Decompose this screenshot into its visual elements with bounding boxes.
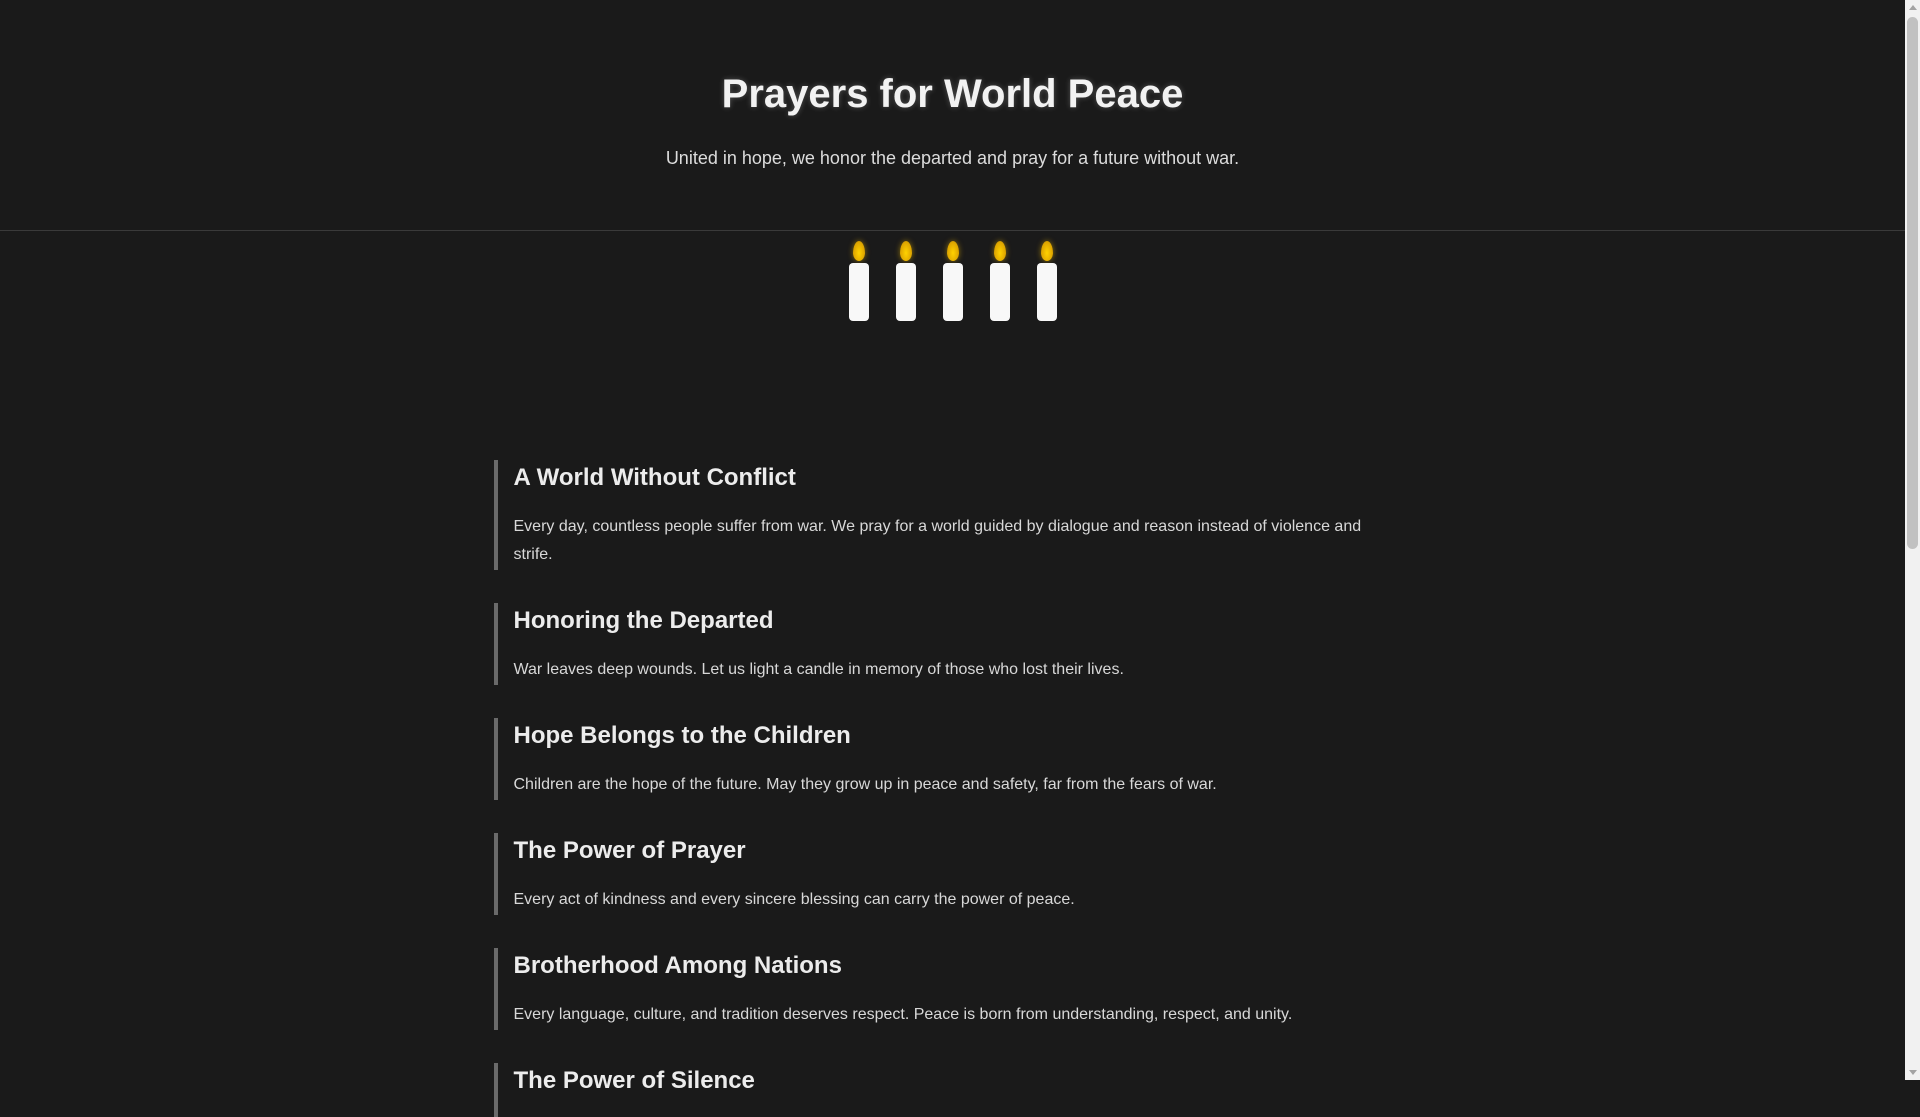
candle-wax: [1037, 263, 1057, 321]
prayer-card: [494, 1063, 1374, 1117]
candle-icon: [943, 241, 963, 333]
flame-icon: [994, 241, 1006, 261]
prayer-title: A World Without Conflict: [513, 464, 796, 491]
prayer-title: Hope Belongs to the Children: [513, 722, 851, 749]
prayer-text: Children are the hope of the future. May they grow up in peace and safety, far from the fears of war.: [513, 776, 1217, 793]
prayer-text: Every act of kindness and every sincere blessing can carry the power of peace.: [513, 891, 1075, 908]
prayer-text: Every language, culture, and tradition deserves respect. Peace is born from understanding, respect, and unity.: [513, 1006, 1293, 1023]
page-title: Prayers for World Peace: [721, 72, 1184, 116]
flame-icon: [1041, 241, 1053, 261]
candle-wax: [943, 263, 963, 321]
candle-icon: [1037, 241, 1057, 333]
prayer-card: [494, 948, 1374, 1030]
flame-icon: [947, 241, 959, 261]
candle-wax: [849, 263, 869, 321]
prayer-text: Every day, countless people suffer from war. We pray for a world guided by dialogue and reason instead of violence and strife.: [513, 518, 1362, 563]
flame-icon: [853, 241, 865, 261]
candle-icon: [849, 241, 869, 333]
candle-icon: [896, 241, 916, 333]
prayer-title: Honoring the Departed: [513, 607, 774, 634]
prayer-list: [494, 333, 1374, 1117]
prayer-card: [494, 603, 1374, 685]
prayer-card: [494, 833, 1374, 915]
flame-icon: [900, 241, 912, 261]
candle-wax: [990, 263, 1010, 321]
page-header: [0, 0, 1905, 231]
page-subtitle: United in hope, we honor the departed and pray for a future without war.: [665, 148, 1240, 168]
prayer-card: [494, 718, 1374, 800]
prayer-title: The Power of Silence: [513, 1067, 755, 1094]
prayer-card: [494, 460, 1374, 570]
candle-wax: [896, 263, 916, 321]
candle-row: [0, 241, 1905, 333]
scrollbar-thumb[interactable]: [1907, 17, 1918, 549]
vertical-scrollbar[interactable]: [1905, 0, 1920, 1080]
scroll-down-arrow-icon[interactable]: [1905, 1065, 1920, 1080]
prayer-title: Brotherhood Among Nations: [513, 952, 842, 979]
prayer-text: War leaves deep wounds. Let us light a candle in memory of those who lost their lives.: [513, 661, 1124, 678]
prayer-title: The Power of Prayer: [513, 837, 746, 864]
scroll-up-arrow-icon[interactable]: [1905, 0, 1920, 15]
candle-icon: [990, 241, 1010, 333]
